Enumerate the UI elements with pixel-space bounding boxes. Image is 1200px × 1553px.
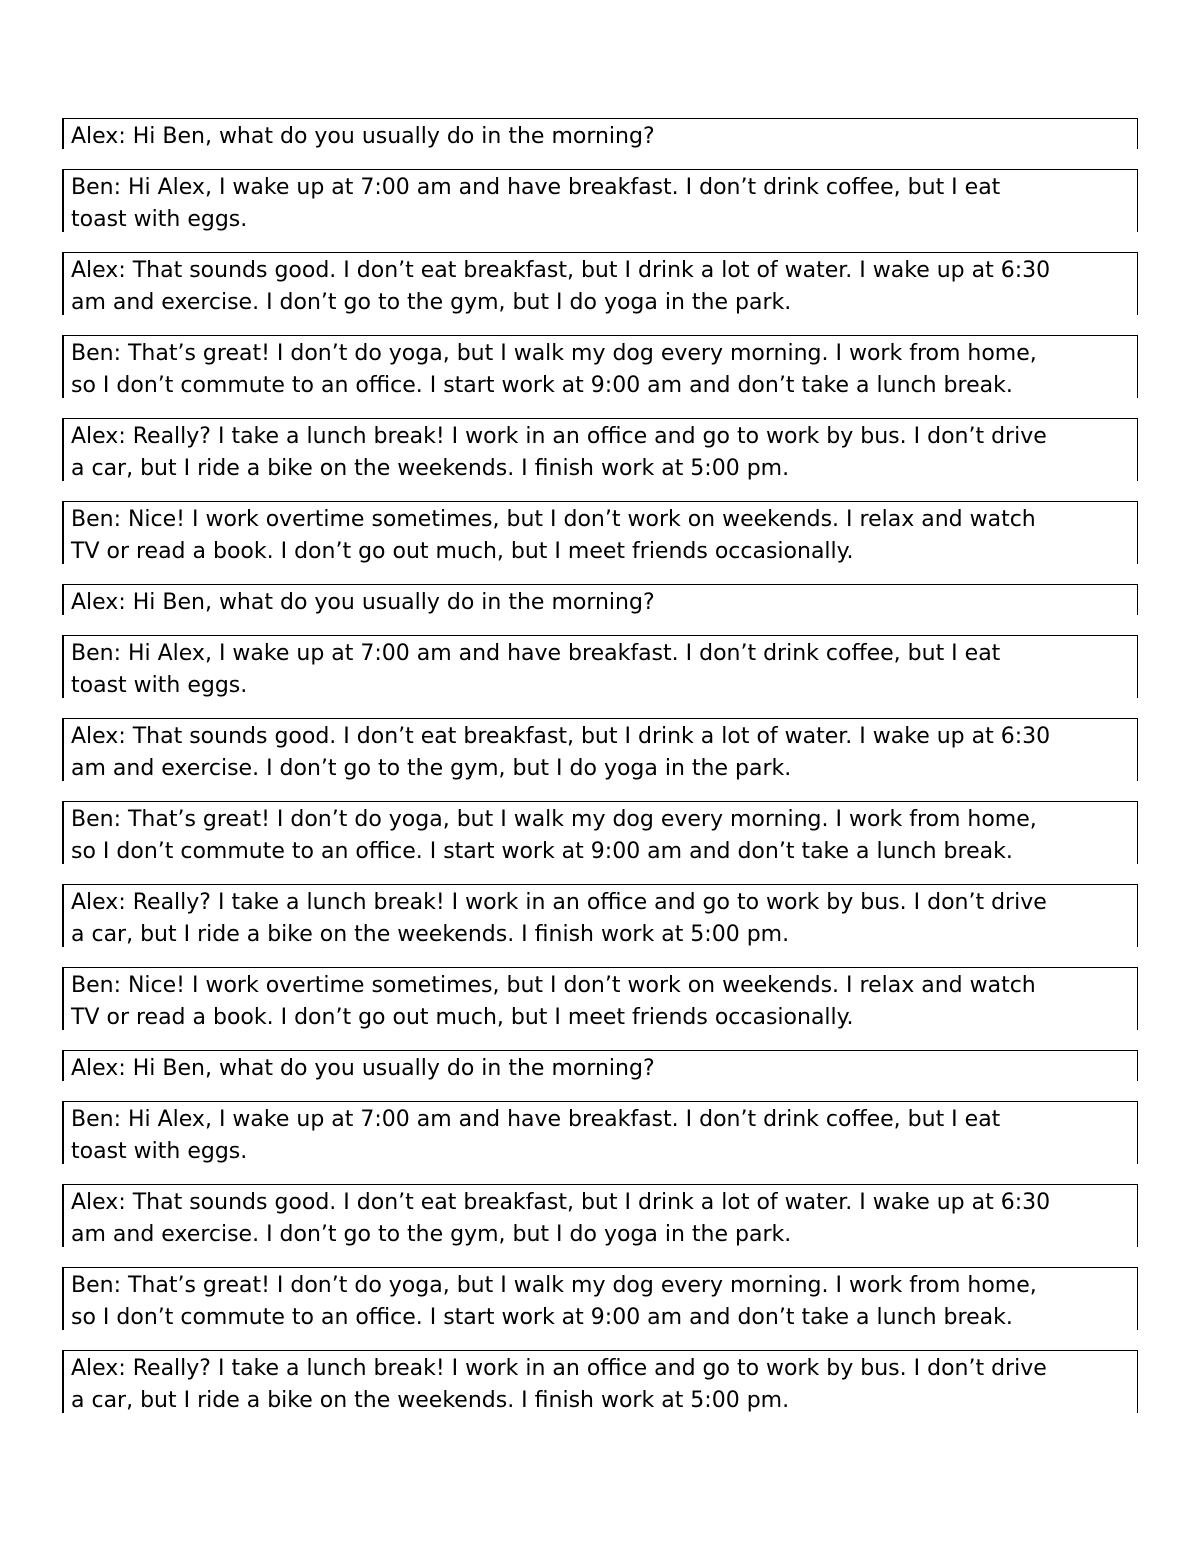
dialogue-line: Alex: That sounds good. I don’t eat breakfast, but I drink a lot of water. I wake up at 6:30	[71, 258, 1051, 283]
dialogue-strip	[62, 801, 1138, 864]
dialogue-strip	[62, 1050, 1138, 1081]
dialogue-line: Alex: Really? I take a lunch break! I work in an office and go to work by bus. I don’t drive	[71, 1356, 1047, 1381]
dialogue-line: a car, but I ride a bike on the weekends. I finish work at 5:00 pm.	[71, 921, 790, 947]
dialogue-strip	[62, 718, 1138, 781]
dialogue-line: a car, but I ride a bike on the weekends. I finish work at 5:00 pm.	[71, 455, 790, 481]
dialogue-line: Alex: Hi Ben, what do you usually do in the morning?	[71, 1056, 655, 1081]
dialogue-line: Ben: Hi Alex, I wake up at 7:00 am and have breakfast. I don’t drink coffee, but I eat	[71, 1107, 1001, 1132]
dialogue-strips	[62, 118, 1138, 1433]
dialogue-line: so I don’t commute to an office. I start work at 9:00 am and don’t take a lunch break.	[71, 1304, 1013, 1330]
dialogue-strip	[62, 118, 1138, 149]
dialogue-strip	[62, 584, 1138, 615]
dialogue-line: Ben: Nice! I work overtime sometimes, but I don’t work on weekends. I relax and watch	[71, 973, 1036, 998]
dialogue-line: toast with eggs.	[71, 672, 248, 698]
dialogue-line: Alex: That sounds good. I don’t eat breakfast, but I drink a lot of water. I wake up at 6:30	[71, 724, 1051, 749]
dialogue-line: TV or read a book. I don’t go out much, but I meet friends occasionally.	[71, 1004, 854, 1030]
dialogue-strip	[62, 967, 1138, 1030]
dialogue-line: so I don’t commute to an office. I start work at 9:00 am and don’t take a lunch break.	[71, 838, 1013, 864]
dialogue-line: am and exercise. I don’t go to the gym, but I do yoga in the park.	[71, 1221, 792, 1247]
dialogue-strip	[62, 1350, 1138, 1413]
dialogue-line: Alex: Hi Ben, what do you usually do in the morning?	[71, 590, 655, 615]
dialogue-strip	[62, 884, 1138, 947]
dialogue-line: Ben: Nice! I work overtime sometimes, but I don’t work on weekends. I relax and watch	[71, 507, 1036, 532]
dialogue-line: Ben: That’s great! I don’t do yoga, but I walk my dog every morning. I work from home,	[71, 1273, 1037, 1298]
dialogue-line: Alex: Really? I take a lunch break! I work in an office and go to work by bus. I don’t drive	[71, 890, 1047, 915]
dialogue-line: Ben: Hi Alex, I wake up at 7:00 am and have breakfast. I don’t drink coffee, but I eat	[71, 641, 1001, 666]
dialogue-strip	[62, 635, 1138, 698]
dialogue-line: Ben: That’s great! I don’t do yoga, but I walk my dog every morning. I work from home,	[71, 807, 1037, 832]
dialogue-line: so I don’t commute to an office. I start work at 9:00 am and don’t take a lunch break.	[71, 372, 1013, 398]
dialogue-strip	[62, 418, 1138, 481]
dialogue-strip	[62, 1184, 1138, 1247]
dialogue-line: Alex: That sounds good. I don’t eat breakfast, but I drink a lot of water. I wake up at 6:30	[71, 1190, 1051, 1215]
dialogue-line: toast with eggs.	[71, 206, 248, 232]
dialogue-line: Alex: Really? I take a lunch break! I work in an office and go to work by bus. I don’t drive	[71, 424, 1047, 449]
dialogue-strip	[62, 501, 1138, 564]
dialogue-line: Ben: That’s great! I don’t do yoga, but I walk my dog every morning. I work from home,	[71, 341, 1037, 366]
dialogue-line: am and exercise. I don’t go to the gym, but I do yoga in the park.	[71, 755, 792, 781]
dialogue-strip	[62, 1101, 1138, 1164]
dialogue-line: toast with eggs.	[71, 1138, 248, 1164]
dialogue-strip	[62, 169, 1138, 232]
dialogue-strip	[62, 335, 1138, 398]
dialogue-strip	[62, 1267, 1138, 1330]
dialogue-strip	[62, 252, 1138, 315]
dialogue-line: TV or read a book. I don’t go out much, but I meet friends occasionally.	[71, 538, 854, 564]
dialogue-line: Ben: Hi Alex, I wake up at 7:00 am and have breakfast. I don’t drink coffee, but I eat	[71, 175, 1001, 200]
dialogue-line: a car, but I ride a bike on the weekends. I finish work at 5:00 pm.	[71, 1387, 790, 1413]
dialogue-line: Alex: Hi Ben, what do you usually do in the morning?	[71, 124, 655, 149]
dialogue-line: am and exercise. I don’t go to the gym, but I do yoga in the park.	[71, 289, 792, 315]
